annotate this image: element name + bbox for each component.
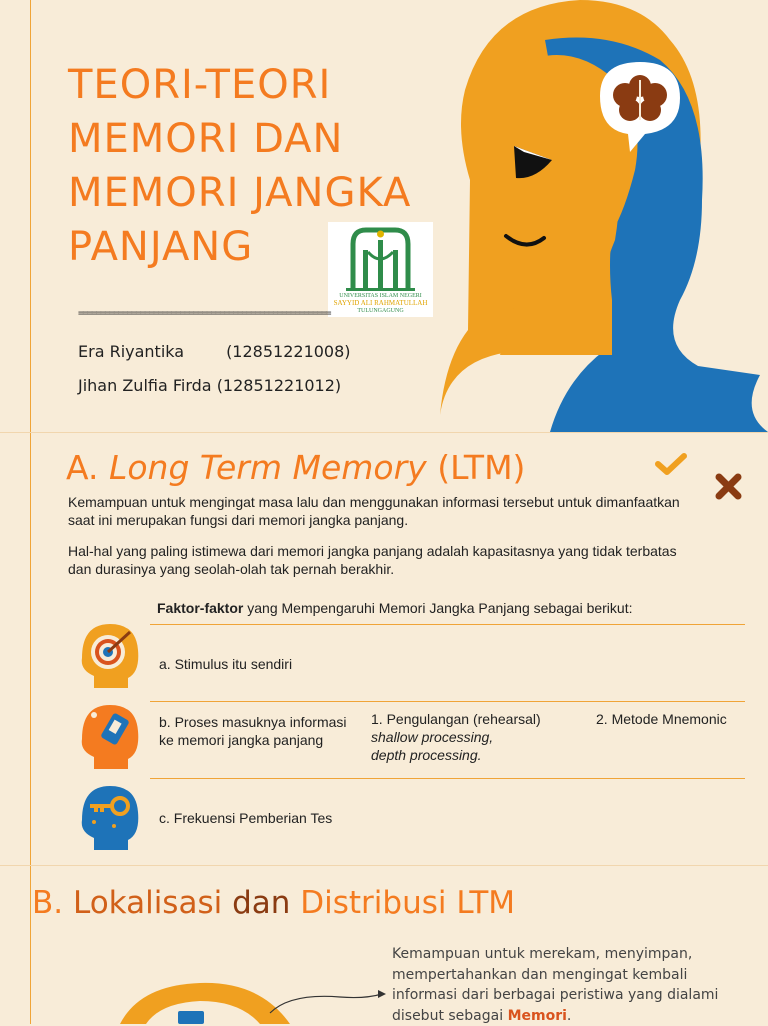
separator-line: ========================================================= (78, 309, 330, 319)
key-head-icon (72, 780, 142, 850)
table-rule-1 (150, 624, 745, 625)
definition-end: . (566, 1007, 572, 1024)
author-1-id: (12851221008) (226, 342, 351, 361)
factor-a: a. Stimulus itu sendiri (159, 656, 293, 672)
definition-text: Kemampuan untuk merekam, menyimpan, mempertahankan dan mengingat kembali informasi dari berbagai peristiwa yang dialami disebut sebagai (392, 946, 719, 1024)
title-line-1: TEORI-TEORI (68, 62, 332, 108)
factors-heading-rest: yang Mempengaruhi Memori Jangka Panjang sebagai berikut: (243, 600, 633, 616)
brain-head-illustration (120, 975, 400, 1024)
title-line-4: PANJANG (68, 224, 254, 270)
section-b-word-3: Distribusi LTM (300, 885, 516, 921)
section-a-paragraph-1: Kemampuan untuk mengingat masa lalu dan menggunakan informasi tersebut untuk dimanfaatkan saat ini merupakan fungsi dari memori jangka panjang. (68, 494, 680, 528)
target-head-icon (72, 618, 142, 688)
section-a-title-suffix: (LTM) (426, 448, 526, 487)
logo-text-line-1: UNIVERSITAS ISLAM NEGERI (339, 293, 422, 299)
memory-definition (392, 944, 752, 1026)
factor-c: c. Frekuensi Pemberian Tes (159, 810, 333, 826)
author-2-name: Jihan Zulfia Firda (78, 376, 212, 395)
section-b-title (32, 885, 515, 921)
section-a-prefix: A. (66, 448, 109, 487)
section-divider-2 (0, 865, 768, 866)
section-a-paragraph-2: Hal-hal yang paling istimewa dari memori jangka panjang adalah kapasitasnya yang tidak terbatas dan durasinya yang seolah-olah tak pernah berakhir. (68, 543, 677, 577)
section-b-word-2: dan (222, 885, 301, 921)
factor-b-item-1-sub-2: depth processing. (371, 747, 482, 763)
table-rule-3 (150, 778, 745, 779)
table-rule-2 (150, 701, 745, 702)
factor-b-item-1-sub-1: shallow processing, (371, 729, 494, 745)
factors-heading-bold: Faktor-faktor (157, 600, 244, 616)
section-b-prefix: B. (32, 885, 73, 921)
factor-b-item-1-label: 1. Pengulangan (rehearsal) (371, 711, 541, 727)
factor-b-item-2: 2. Metode Mnemonic (596, 711, 727, 727)
definition-highlight: Memori (507, 1007, 567, 1024)
section-a-title-italic: Long Term Memory (108, 448, 427, 487)
university-emblem-icon (328, 222, 433, 294)
section-a-title (66, 448, 525, 487)
head-illustration (440, 0, 768, 432)
cross-icon (715, 473, 742, 500)
margin-line (30, 0, 31, 1024)
factor-b-item-1 (371, 710, 541, 764)
section-divider-1 (0, 432, 768, 433)
logo-text-line-3: TULUNGAGUNG (357, 308, 404, 314)
title-line-2: MEMORI DAN (68, 116, 344, 162)
check-icon (655, 452, 687, 476)
author-2-id: (12851221012) (216, 376, 342, 395)
logo-text-line-2: SAYYID ALI RAHMATULLAH (333, 299, 428, 307)
tool-head-icon (72, 699, 142, 769)
factor-b: b. Proses masuknya informasi ke memori jangka panjang (159, 714, 347, 748)
section-b-word-1: Lokalisasi (72, 885, 223, 921)
university-logo (328, 222, 433, 317)
author-1-name: Era Riyantika (78, 342, 185, 361)
author-2 (78, 376, 341, 395)
factors-heading (157, 600, 632, 616)
author-1 (78, 342, 351, 361)
arrow-head-icon (378, 990, 386, 998)
device-icon (178, 1011, 204, 1024)
arrow-line (270, 994, 382, 1013)
title-line-3: MEMORI JANGKA (68, 170, 412, 216)
